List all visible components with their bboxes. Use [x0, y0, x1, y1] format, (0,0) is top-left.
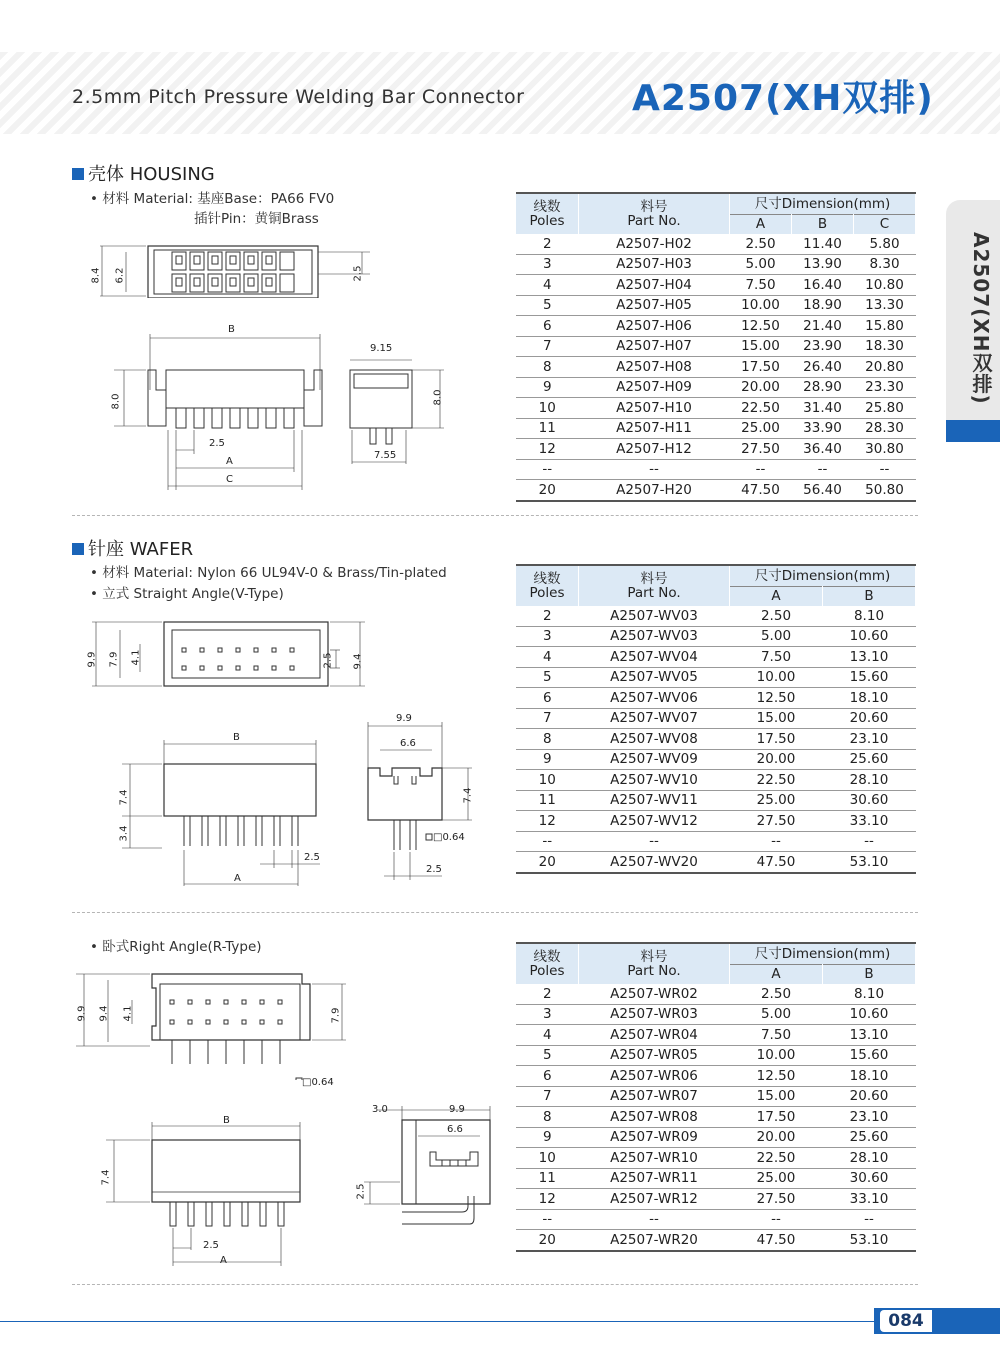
table-cell: --	[579, 1209, 730, 1230]
table-cell: 6	[516, 688, 579, 709]
table-cell: A2507-WR10	[579, 1148, 730, 1169]
housing-pin-material: 插针Pin：黄铜Brass	[194, 211, 319, 227]
table-cell: A2507-WV03	[579, 626, 730, 647]
table-cell: A2507-WR04	[579, 1025, 730, 1046]
col-a: A	[730, 214, 792, 234]
table-cell: 8	[516, 1107, 579, 1128]
dim-9-15: 9.15	[370, 343, 393, 354]
table-row	[516, 480, 916, 501]
table-cell: 27.50	[730, 811, 823, 832]
section-divider	[72, 515, 918, 516]
table-cell: 5	[516, 295, 579, 316]
table-row	[516, 852, 916, 873]
table-cell: A2507-H09	[579, 377, 730, 398]
table-cell: 10	[516, 770, 579, 791]
dim-9-9-side: 9.9	[396, 713, 412, 724]
dim-pin-0-64: □0.64	[433, 832, 465, 843]
col-poles: 线数 Poles	[516, 943, 579, 984]
table-cell: 4	[516, 1025, 579, 1046]
table-cell: 5	[516, 1045, 579, 1066]
table-row	[516, 729, 916, 750]
table-cell: 8	[516, 729, 579, 750]
right-angle-side-view	[350, 1100, 500, 1240]
table-cell: 20.00	[730, 749, 823, 770]
table-cell: 7	[516, 1086, 579, 1107]
table-cell: A2507-WR06	[579, 1066, 730, 1087]
table-cell: 11	[516, 418, 579, 439]
table-cell: --	[730, 459, 792, 480]
table-cell: 56.40	[792, 480, 854, 501]
col-part-no: 料号 Part No.	[579, 193, 730, 234]
housing-section-title	[72, 160, 215, 186]
section-divider	[72, 912, 918, 913]
col-part-no: 料号 Part No.	[579, 565, 730, 606]
table-cell: 27.50	[730, 1189, 823, 1210]
page-number: 084	[880, 1310, 932, 1332]
table-cell: 28.30	[854, 418, 916, 439]
table-row	[516, 1189, 916, 1210]
table-cell: 53.10	[823, 852, 916, 873]
table-cell: 12	[516, 439, 579, 460]
table-cell: 47.50	[730, 480, 792, 501]
wafer-section-title	[72, 535, 193, 561]
table-cell: 33.90	[792, 418, 854, 439]
col-a: A	[730, 586, 823, 606]
table-cell: 20.80	[854, 357, 916, 378]
table-cell: 12	[516, 1189, 579, 1210]
table-cell: A2507-WV07	[579, 708, 730, 729]
dim-9-4: 9.4	[98, 1005, 110, 1022]
table-cell: A2507-WR08	[579, 1107, 730, 1128]
table-cell: 15.60	[823, 667, 916, 688]
table-row	[516, 459, 916, 480]
table-cell: A2507-H11	[579, 418, 730, 439]
table-cell: A2507-H06	[579, 316, 730, 337]
dim-7-55: 7.55	[374, 450, 397, 461]
table-row	[516, 708, 916, 729]
table-cell: 11.40	[792, 234, 854, 254]
page-title: A2507(XH双排)	[632, 78, 934, 119]
table-row	[516, 1230, 916, 1251]
table-cell: A2507-WV11	[579, 790, 730, 811]
table-cell: 23.30	[854, 377, 916, 398]
table-cell: 8	[516, 357, 579, 378]
table-cell: 9	[516, 749, 579, 770]
side-tab-label: A2507(XH双排)	[969, 232, 993, 405]
table-cell: --	[579, 459, 730, 480]
table-cell: 5.00	[730, 1004, 823, 1025]
table-cell: 7	[516, 336, 579, 357]
housing-material: • 材料 Material: 基座Base：PA66 FV0	[90, 191, 335, 207]
wafer-front-view	[110, 738, 330, 888]
table-cell: 20.60	[823, 708, 916, 729]
table-cell: 2.50	[730, 606, 823, 626]
table-cell: 13.10	[823, 647, 916, 668]
table-cell: 9	[516, 377, 579, 398]
table-cell: 20	[516, 852, 579, 873]
dim-3-0: 3.0	[372, 1104, 388, 1115]
right-angle-front-view	[90, 1118, 310, 1268]
table-cell: 23.90	[792, 336, 854, 357]
dim-6-2: 6.2	[114, 267, 126, 284]
table-row	[516, 647, 916, 668]
table-cell: 23.10	[823, 1107, 916, 1128]
table-cell: 4	[516, 275, 579, 296]
table-cell: A2507-WR11	[579, 1168, 730, 1189]
table-cell: A2507-WV08	[579, 729, 730, 750]
table-cell: A2507-H07	[579, 336, 730, 357]
table-row	[516, 398, 916, 419]
table-cell: A2507-WV06	[579, 688, 730, 709]
table-cell: 50.80	[854, 480, 916, 501]
table-cell: A2507-H20	[579, 480, 730, 501]
table-cell: 47.50	[730, 852, 823, 873]
table-cell: 13.90	[792, 254, 854, 275]
table-row	[516, 1148, 916, 1169]
table-cell: 11	[516, 1168, 579, 1189]
table-cell: 22.50	[730, 770, 823, 791]
dim-4-1: 4.1	[130, 649, 142, 666]
table-row	[516, 234, 916, 254]
table-cell: 12.50	[730, 1066, 823, 1087]
table-cell: 25.00	[730, 790, 823, 811]
wafer-material: • 材料 Material: Nylon 66 UL94V-0 & Brass/Tin-plated	[90, 565, 447, 581]
table-cell: 31.40	[792, 398, 854, 419]
table-cell: 2.50	[730, 234, 792, 254]
table-row	[516, 357, 916, 378]
table-cell: 10.60	[823, 626, 916, 647]
table-cell: 28.10	[823, 770, 916, 791]
table-row	[516, 295, 916, 316]
dim-9-9-side: 9.9	[449, 1104, 465, 1115]
table-cell: 25.60	[823, 749, 916, 770]
table-cell: --	[516, 831, 579, 852]
table-cell: 25.60	[823, 1127, 916, 1148]
table-row	[516, 770, 916, 791]
col-poles: 线数 Poles	[516, 193, 579, 234]
table-cell: --	[792, 459, 854, 480]
col-b: B	[823, 964, 916, 984]
table-cell: 12.50	[730, 316, 792, 337]
table-cell: 20	[516, 1230, 579, 1251]
table-cell: 18.90	[792, 295, 854, 316]
table-cell: 23.10	[823, 729, 916, 750]
table-cell: 53.10	[823, 1230, 916, 1251]
table-cell: --	[854, 459, 916, 480]
table-cell: A2507-H04	[579, 275, 730, 296]
wafer-v-spec-table	[516, 564, 916, 874]
dim-C: C	[226, 474, 233, 485]
table-row	[516, 984, 916, 1004]
section-divider	[72, 1284, 918, 1285]
table-cell: 15.00	[730, 1086, 823, 1107]
square-bullet-icon	[72, 168, 84, 180]
table-cell: 30.60	[823, 1168, 916, 1189]
housing-front-view	[100, 330, 330, 490]
dim-7-4-side: 7.4	[462, 787, 474, 804]
table-cell: A2507-H05	[579, 295, 730, 316]
table-cell: --	[730, 1209, 823, 1230]
dim-3-4: 3.4	[118, 825, 130, 842]
table-cell: A2507-WV20	[579, 852, 730, 873]
right-angle-type: • 卧式Right Angle(R-Type)	[90, 939, 262, 955]
table-row	[516, 1025, 916, 1046]
table-row	[516, 254, 916, 275]
table-cell: 36.40	[792, 439, 854, 460]
table-row	[516, 336, 916, 357]
table-cell: 33.10	[823, 1189, 916, 1210]
dim-pin-0-64: □0.64	[302, 1077, 334, 1088]
table-cell: 8.10	[823, 606, 916, 626]
dim-8-0-side: 8.0	[432, 389, 444, 406]
dim-7-9: 7.9	[330, 1007, 342, 1024]
dim-A: A	[226, 456, 233, 467]
table-cell: 12	[516, 811, 579, 832]
table-cell: A2507-H10	[579, 398, 730, 419]
table-row	[516, 1045, 916, 1066]
dim-6-6: 6.6	[400, 738, 416, 749]
table-cell: A2507-H03	[579, 254, 730, 275]
table-cell: 15.00	[730, 708, 823, 729]
table-row	[516, 275, 916, 296]
table-cell: 10	[516, 1148, 579, 1169]
dim-pitch-2-5: 2.5	[209, 438, 225, 449]
table-cell: 21.40	[792, 316, 854, 337]
table-cell: A2507-WR03	[579, 1004, 730, 1025]
table-cell: 5.80	[854, 234, 916, 254]
dim-8-4: 8.4	[90, 267, 102, 284]
dim-A: A	[220, 1255, 227, 1266]
dim-7-4: 7.4	[100, 1169, 112, 1186]
table-cell: 6	[516, 316, 579, 337]
table-cell: 28.90	[792, 377, 854, 398]
table-cell: 2	[516, 234, 579, 254]
table-cell: 17.50	[730, 1107, 823, 1128]
table-cell: 13.30	[854, 295, 916, 316]
table-cell: A2507-H12	[579, 439, 730, 460]
dim-7-4: 7.4	[118, 789, 130, 806]
table-cell: 4	[516, 647, 579, 668]
table-cell: 3	[516, 254, 579, 275]
table-row	[516, 790, 916, 811]
table-row	[516, 316, 916, 337]
table-cell: 8.10	[823, 984, 916, 1004]
table-row	[516, 626, 916, 647]
right-angle-top-view	[70, 970, 350, 1080]
table-cell: 20	[516, 480, 579, 501]
table-cell: 7.50	[730, 1025, 823, 1046]
table-cell: A2507-WV09	[579, 749, 730, 770]
table-cell: 20.60	[823, 1086, 916, 1107]
table-cell: A2507-WR02	[579, 984, 730, 1004]
table-cell: 5	[516, 667, 579, 688]
table-cell: 11	[516, 790, 579, 811]
table-cell: A2507-WV04	[579, 647, 730, 668]
table-cell: 18.10	[823, 688, 916, 709]
table-row	[516, 1107, 916, 1128]
table-cell: 16.40	[792, 275, 854, 296]
col-dimension: 尺寸Dimension(mm)	[730, 943, 916, 964]
table-cell: --	[730, 831, 823, 852]
dim-2-5: 2.5	[322, 652, 334, 669]
table-cell: 25.00	[730, 418, 792, 439]
wafer-title-text: 针座 WAFER	[88, 539, 194, 560]
table-cell: --	[516, 459, 579, 480]
table-row	[516, 1209, 916, 1230]
table-row	[516, 377, 916, 398]
table-cell: 10.00	[730, 667, 823, 688]
table-cell: 9	[516, 1127, 579, 1148]
table-cell: 2	[516, 984, 579, 1004]
table-cell: 10.60	[823, 1004, 916, 1025]
table-cell: 10.00	[730, 295, 792, 316]
dim-6-6: 6.6	[447, 1124, 463, 1135]
table-cell: A2507-WV12	[579, 811, 730, 832]
dim-B: B	[233, 732, 240, 743]
table-cell: 17.50	[730, 357, 792, 378]
table-cell: 25.00	[730, 1168, 823, 1189]
table-cell: 15.60	[823, 1045, 916, 1066]
table-row	[516, 831, 916, 852]
table-cell: 26.40	[792, 357, 854, 378]
table-cell: 7.50	[730, 647, 823, 668]
table-cell: A2507-WR12	[579, 1189, 730, 1210]
table-cell: 20.00	[730, 1127, 823, 1148]
table-row	[516, 749, 916, 770]
table-cell: A2507-WR20	[579, 1230, 730, 1251]
table-cell: --	[579, 831, 730, 852]
dim-9-9: 9.9	[76, 1005, 88, 1022]
table-cell: 13.10	[823, 1025, 916, 1046]
dim-pitch-2-5: 2.5	[304, 852, 320, 863]
table-cell: 3	[516, 626, 579, 647]
table-cell: 7	[516, 708, 579, 729]
col-poles: 线数 Poles	[516, 565, 579, 606]
table-row	[516, 667, 916, 688]
table-cell: 2	[516, 606, 579, 626]
dim-B: B	[223, 1115, 230, 1126]
wafer-type: • 立式 Straight Angle(V-Type)	[90, 586, 284, 602]
dim-7-9: 7.9	[108, 651, 120, 668]
table-cell: 7.50	[730, 275, 792, 296]
table-cell: A2507-WR05	[579, 1045, 730, 1066]
dim-2-5-side: 2.5	[355, 1183, 367, 1200]
dim-8-0: 8.0	[110, 393, 122, 410]
table-cell: 8.30	[854, 254, 916, 275]
table-cell: A2507-WV03	[579, 606, 730, 626]
dim-B: B	[228, 324, 235, 335]
dim-2-5-side: 2.5	[426, 864, 442, 875]
table-cell: 12.50	[730, 688, 823, 709]
table-row	[516, 606, 916, 626]
table-cell: 17.50	[730, 729, 823, 750]
table-row	[516, 418, 916, 439]
table-cell: --	[823, 1209, 916, 1230]
table-cell: 30.80	[854, 439, 916, 460]
table-cell: A2507-WR09	[579, 1127, 730, 1148]
dim-pitch-2-5: 2.5	[203, 1240, 219, 1251]
side-tab-accent	[946, 420, 1000, 442]
table-cell: 20.00	[730, 377, 792, 398]
housing-spec-table	[516, 192, 916, 502]
col-b: B	[792, 214, 854, 234]
table-cell: 3	[516, 1004, 579, 1025]
table-row	[516, 1127, 916, 1148]
wafer-r-spec-table	[516, 942, 916, 1252]
table-cell: A2507-H08	[579, 357, 730, 378]
table-cell: 33.10	[823, 811, 916, 832]
table-cell: 25.80	[854, 398, 916, 419]
dim-A: A	[234, 873, 241, 884]
footer-line	[0, 1321, 874, 1322]
table-cell: 15.80	[854, 316, 916, 337]
table-cell: 47.50	[730, 1230, 823, 1251]
table-row	[516, 811, 916, 832]
table-cell: 28.10	[823, 1148, 916, 1169]
table-cell: A2507-WV05	[579, 667, 730, 688]
table-cell: --	[823, 831, 916, 852]
col-dimension: 尺寸Dimension(mm)	[730, 565, 916, 586]
col-a: A	[730, 964, 823, 984]
col-b: B	[823, 586, 916, 606]
table-cell: A2507-WV10	[579, 770, 730, 791]
col-dimension: 尺寸Dimension(mm)	[730, 193, 916, 214]
table-row	[516, 1086, 916, 1107]
table-cell: 27.50	[730, 439, 792, 460]
table-cell: --	[516, 1209, 579, 1230]
table-cell: 5.00	[730, 254, 792, 275]
table-cell: 18.30	[854, 336, 916, 357]
housing-side-view	[340, 350, 450, 465]
col-c: C	[854, 214, 916, 234]
table-cell: 6	[516, 1066, 579, 1087]
square-bullet-icon	[72, 543, 84, 555]
table-cell: 10.80	[854, 275, 916, 296]
table-row	[516, 1168, 916, 1189]
col-part-no: 料号 Part No.	[579, 943, 730, 984]
table-row	[516, 1066, 916, 1087]
table-cell: 18.10	[823, 1066, 916, 1087]
table-cell: 5.00	[730, 626, 823, 647]
table-cell: 10.00	[730, 1045, 823, 1066]
page-subtitle: 2.5mm Pitch Pressure Welding Bar Connector	[72, 86, 525, 108]
table-row	[516, 439, 916, 460]
dim-2-5: 2.5	[352, 265, 364, 282]
table-cell: 30.60	[823, 790, 916, 811]
dim-9-4: 9.4	[352, 653, 364, 670]
table-row	[516, 688, 916, 709]
table-cell: A2507-H02	[579, 234, 730, 254]
table-cell: 22.50	[730, 398, 792, 419]
dim-9-9: 9.9	[86, 651, 98, 668]
dim-4-1: 4.1	[122, 1005, 134, 1022]
table-row	[516, 1004, 916, 1025]
housing-title-text: 壳体 HOUSING	[88, 164, 215, 185]
table-cell: A2507-WR07	[579, 1086, 730, 1107]
table-cell: 22.50	[730, 1148, 823, 1169]
table-cell: 2.50	[730, 984, 823, 1004]
table-cell: 15.00	[730, 336, 792, 357]
table-cell: 10	[516, 398, 579, 419]
